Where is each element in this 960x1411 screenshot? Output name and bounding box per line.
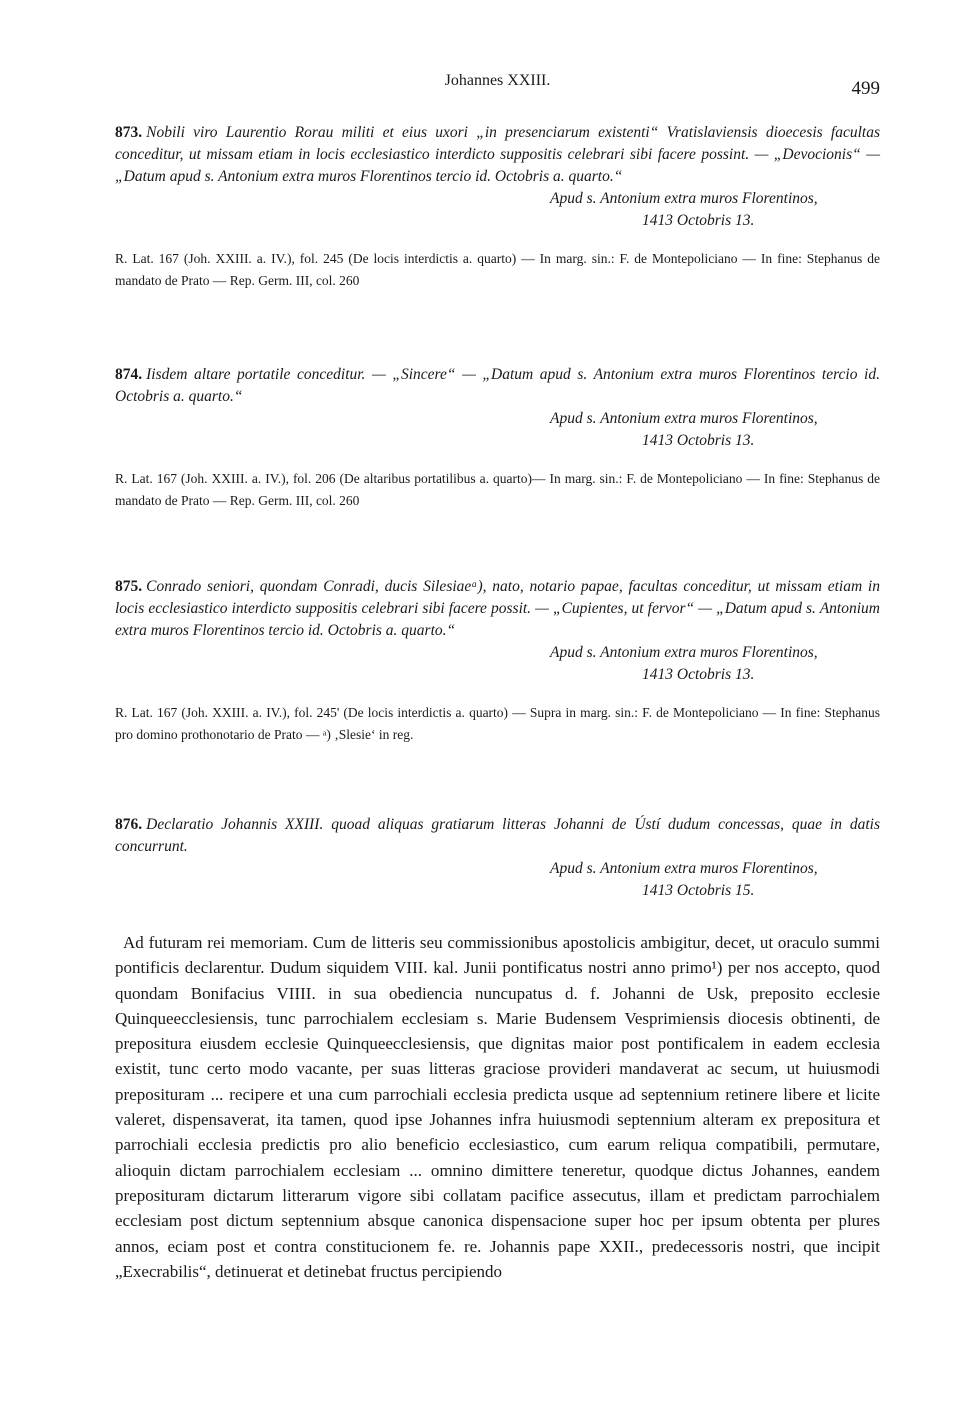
entry-text: Iisdem altare portatile conceditur. — „Sincere“ — „Datum apud s. Antonium extra muros Florentinos tercio id. Octobris a. quarto.“ bbox=[115, 366, 880, 405]
place-date bbox=[550, 858, 880, 902]
date: 1413 Octobris 13. bbox=[642, 212, 755, 229]
entry-873 bbox=[115, 122, 880, 292]
entry-text: Conrado seniori, quondam Conradi, ducis Silesiaeᵃ), nato, notario papae, facultas conceditur, ut missam etiam in locis ecclesiastico interdicto suppositis celebrari sibi facere possit. — „Cupientes, ut fervor“ — „Datum apud s. Antonium extra muros Florentinos tercio id. Octobris a. quarto.“ bbox=[115, 578, 880, 639]
entry-text: Declaratio Johannis XXIII. quoad aliquas gratiarum litteras Johanni de Ústí dudum concessas, quae in datis concurrunt. bbox=[115, 816, 880, 855]
entry-summary bbox=[115, 122, 880, 188]
source-citation: R. Lat. 167 (Joh. XXIII. a. IV.), fol. 206 (De altaribus portatilibus a. quarto)— In marg. sin.: F. de Montepoliciano — In fine: Stephanus de mandato de Prato — Rep. Germ. III, col. 260 bbox=[115, 471, 880, 508]
place-date bbox=[550, 642, 880, 686]
entry-875 bbox=[115, 576, 880, 746]
entry-text: Nobili viro Laurentio Rorau militi et eius uxori „in presenciarum existenti“ Vratislaviensis dioecesis facultas conceditur, ut missam etiam in locis ecclesiastico interdicto suppositis celebrari sibi facere possint. — „Devocionis“ — „Datum apud s. Antonium extra muros Florentinos tercio id. Octobris a. quarto.“ bbox=[115, 124, 880, 185]
entry-874 bbox=[115, 364, 880, 512]
entry-number: 873. bbox=[115, 124, 143, 141]
running-title: Johannes XXIII. bbox=[444, 72, 551, 89]
entry-number: 875. bbox=[115, 578, 143, 595]
place-date bbox=[550, 408, 880, 452]
body-paragraph: Ad futuram rei memoriam. Cum de litteris seu commissionibus apostolicis ambigitur, decet, ut oraculo summi pontificis declarentur. Dudum siquidem VIII. kal. Junii pontificatus nostri anno primo¹) per nos accepto, quod quondam Bonifacius VIIII. in sua obediencia nuncupatus d. f. Johanni de Usk, preposito ecclesie Quinqueecclesiensis, tunc parrochialem ecclesiam s. Marie Budensem Vesprimiensis diocesis obtinenti, de prepositura eiusdem ecclesie Quinqueecclesiensis, que dignitas maior post pontificalem in eadem ecclesia existit, tunc certo modo vacante, per suas litteras graciose provideri mandaverat ac secum, ut huiusmodi preposituram ... recipere et una cum parrochiali ecclesia predicta usque ad septennium retinere libere et licite valeret, dispensaverat, ita tamen, quod ipse Johannes infra huiusmodi septennium alteram ex prepositura et parrochiali ecclesia predictis pro alio beneficio ecclesiastico, cum earum reliqua compatibili, permutare, alioquin dictam parrochialem ecclesiam ... omnino dimittere teneretur, quodque dictus Johannes, eandem preposituram dictarum litterarum vigore sibi collatam pacifice assecutus, illam et predictam parrochialem ecclesiam post dictum septennium absque canonica dispensacione super hoc per ipsum obtenta per plures annos, eciam post et contra constitucionem fe. re. Johannis pape XXII., predecessoris nostri, que incipit „Execrabilis“, detinuerat et detinebat fructus percipiendo bbox=[115, 933, 880, 1281]
document-body bbox=[115, 930, 880, 1284]
entry-number: 876. bbox=[115, 816, 143, 833]
place: Apud s. Antonium extra muros Florentinos, bbox=[550, 410, 818, 427]
entry-summary bbox=[115, 364, 880, 408]
place: Apud s. Antonium extra muros Florentinos, bbox=[550, 644, 818, 661]
entry-summary bbox=[115, 814, 880, 858]
place: Apud s. Antonium extra muros Florentinos, bbox=[550, 860, 818, 877]
entry-876 bbox=[115, 814, 880, 902]
date: 1413 Octobris 13. bbox=[642, 432, 755, 449]
page-number: 499 bbox=[851, 78, 880, 99]
source-citation: R. Lat. 167 (Joh. XXIII. a. IV.), fol. 245 (De locis interdictis a. quarto) — In marg. sin.: F. de Montepoliciano — In fine: Stephanus de mandato de Prato — Rep. Germ. III, col. 260 bbox=[115, 251, 880, 288]
date: 1413 Octobris 15. bbox=[642, 882, 755, 899]
date: 1413 Octobris 13. bbox=[642, 666, 755, 683]
page-header bbox=[115, 68, 880, 98]
entry-summary bbox=[115, 576, 880, 642]
place-date bbox=[550, 188, 880, 232]
entry-number: 874. bbox=[115, 366, 143, 383]
source-citation: R. Lat. 167 (Joh. XXIII. a. IV.), fol. 245' (De locis interdictis a. quarto) — Supra in marg. sin.: F. de Montepoliciano — In fine: Stephanus pro domino prothonotario de Prato — ᵃ) ‚Slesie‘ in reg. bbox=[115, 705, 880, 742]
place: Apud s. Antonium extra muros Florentinos, bbox=[550, 190, 818, 207]
